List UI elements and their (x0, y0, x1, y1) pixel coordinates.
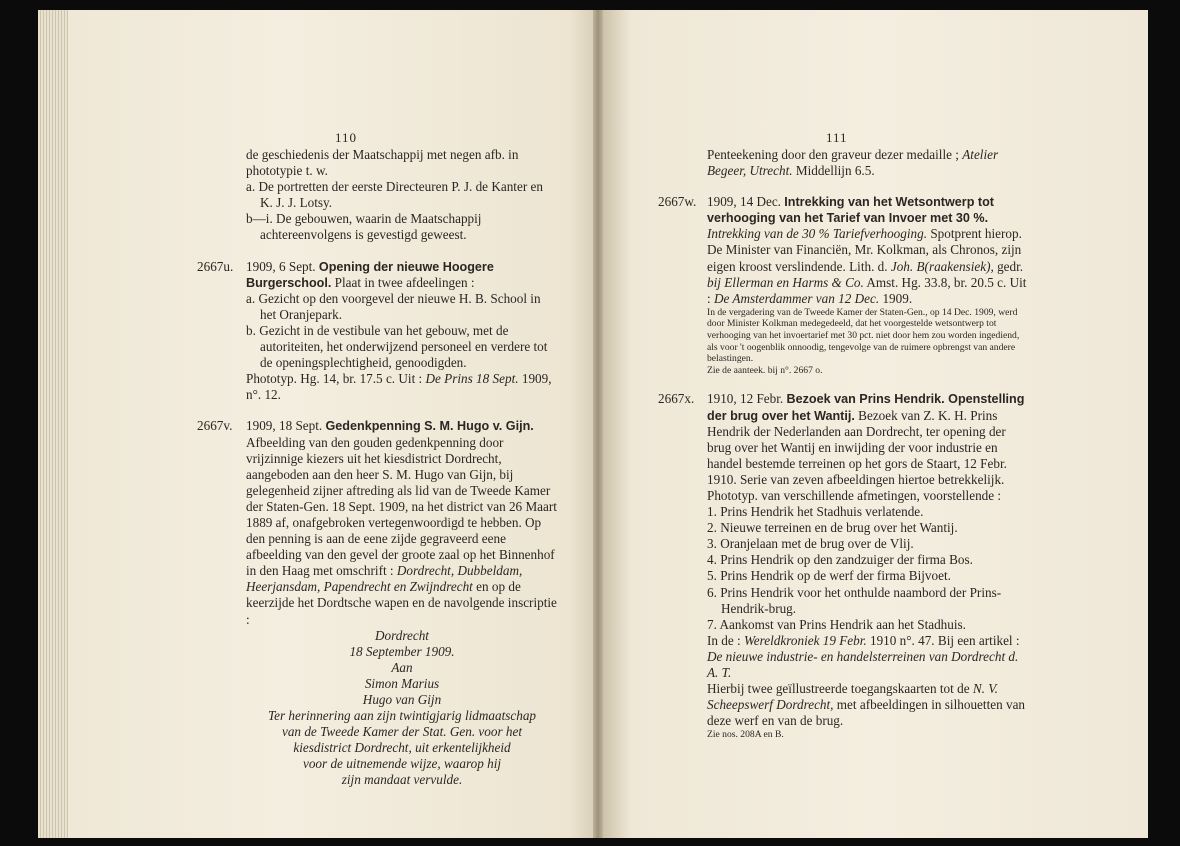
entry-source-italic: Wereldkroniek 19 Febr. (744, 632, 867, 648)
entry-number: 2667x. (658, 391, 695, 407)
entry-extra: Hierbij twee geïllustreerde toegangskaarten tot de (707, 681, 970, 697)
entry-source-title: De Prins 18 Sept. (425, 371, 519, 387)
entry-source: Phototyp. Hg. 14, br. 17.5 c. Uit : (246, 371, 423, 387)
entry-italic: Joh. B(raakensiek), (890, 258, 994, 274)
entry-item: b. Gezicht in de vestibule van het gebouw, met de autoriteiten, het onderwijzend personeel en verdere tot de openingsplechtigheid, genoodigden. (246, 322, 548, 371)
entry-body: Bezoek van Z. K. H. Prins Hendrik der Nederlanden aan Dordrecht, ter opening der brug over het Wantij en inwijding der voor industrie en handel bestemde terreinen op het gors de Staart, 12 Febr. 1910. Serie van zeven afbeeldingen hiertoe betrekkelijk. Phototyp. van verschillende afmetingen, voorstellende : (707, 407, 1007, 503)
entry-body: Amst. Hg. 33.8, br. 20.5 c. Uit : (707, 274, 1027, 306)
entry-2667v (197, 418, 558, 788)
entry-number: 2667v. (197, 418, 233, 434)
entry-italic: Intrekking van de 30 % Tariefverhooging. (707, 226, 928, 242)
entry-note: In de vergadering van de Tweede Kamer der Staten-Gen., op 14 Dec. 1909, werd door Minister Kolkman medegedeeld, dat het voorgestelde wetsontwerp tot verhooging van het invoertarief met 30 pct. niet door hem zou worden ingediend, als voor 't oogenblik onnoodig, tengevolge van de ruimere opbrengst van andere belastingen. (707, 306, 1020, 365)
right-page-number: 111 (826, 130, 848, 145)
entry-item: 7. Aankomst van Prins Hendrik aan het Stadhuis. (707, 616, 966, 632)
entry-item: 4. Prins Hendrik op den zandzuiger der firma Bos. (707, 552, 973, 568)
inscription-line: kiesdistrict Dordrecht, uit erkentelijkheid (293, 740, 511, 756)
entry-2667u (197, 258, 558, 404)
entry-note-ref: Zie nos. 208A en B. (707, 729, 784, 741)
entry-item: 5. Prins Hendrik op de werf der firma Bijvoet. (707, 568, 951, 584)
entry-body: en op de keerzijde het Dordtsche wapen en de navolgende inscriptie : (246, 579, 557, 627)
inscription-line: voor de uitnemende wijze, waarop hij (302, 756, 502, 772)
intro-item: a. De portretten der eerste Directeuren P. J. de Kanter en K. J. J. Lotsy. (246, 179, 543, 211)
page-edges (38, 10, 72, 838)
right-page-text (658, 147, 1029, 741)
entry-source-end: 1909, n°. 12. (246, 371, 552, 403)
entry-date: 1909, 14 Dec. (707, 194, 781, 210)
inscription-line: Dordrecht (375, 627, 429, 643)
entry-source-italic: De nieuwe industrie- en handelsterreinen van Dordrecht d. A. T. (707, 648, 1019, 680)
entry-body: Afbeelding van den gouden gedenkpenning door vrijzinnige kiezers uit het kiesdistrict Dordrecht, aangeboden aan den heer S. M. Hugo van Gijn, bij gelegenheid zijner aftreding als lid van de Tweede Kamer der Staten-Gen. 18 Sept. 1909, na het district van 26 Maart 1889 af, onafgebroken vertegenwoordigd te hebben. Op den penning is aan de eene zijde gegraveerd eene afbeelding van den gevel der groote zaal op het Binnenhof in den Haag met omschrift : (246, 434, 557, 579)
entry-body: 1909. (882, 290, 913, 306)
left-page-text (197, 147, 558, 789)
entry-date: 1910, 12 Febr. (707, 391, 784, 407)
top-text: Penteekening door den graveur dezer medaille ; (707, 147, 959, 162)
entry-title: Opening der nieuwe Hoogere Burgerschool. (246, 259, 494, 290)
entry-extra: met afbeeldingen in silhouetten van deze werf en van de brug. (707, 697, 1026, 729)
intro-item: b—i. De gebouwen, waarin de Maatschappij achtereenvolgens is gevestigd geweest. (246, 211, 482, 243)
inscription-line: Ter herinnering aan zijn twintigjarig lidmaatschap (267, 708, 537, 724)
entry-extra-italic: N. V. Scheepswerf Dordrecht, (707, 681, 998, 713)
entry-2667w (658, 194, 1029, 376)
inscription-line: van de Tweede Kamer der Stat. Gen. voor het (281, 724, 522, 740)
entry-number: 2667u. (197, 258, 234, 274)
entry-body-italic: Dordrecht, Dubbeldam, Heerjansdam, Papendrecht en Zwijndrecht (246, 563, 523, 595)
top-text-italic: Atelier Begeer, Utrecht. (707, 147, 999, 179)
entry-note-ref: Zie de aanteek. bij n°. 2667 o. (707, 364, 823, 376)
entry-italic: De Amsterdammer van 12 Dec. (713, 290, 880, 306)
left-page-number: 110 (335, 130, 358, 145)
entry-item: 2. Nieuwe terreinen en de brug over het Wantij. (707, 520, 958, 536)
entry-italic: bij Ellerman en Harms & Co. (707, 274, 864, 290)
inscription-line: zijn mandaat vervulde. (341, 772, 463, 788)
inscription-line: Simon Marius (364, 675, 440, 691)
entry-body: Spotprent hierop. De Minister van Financiën, Mr. Kolkman, als Chronos, zijn eigen kroost verslindende. Lith. d. (707, 226, 1022, 274)
entry-title: Bezoek van Prins Hendrik. Openstelling der brug over het Wantij. (707, 392, 1025, 423)
entry-item: 6. Prins Hendrik voor het onthulde naambord der Prins-Hendrik-brug. (707, 584, 1002, 616)
open-book (38, 10, 1148, 838)
entry-source: 1910 n°. 47. Bij een artikel : (869, 632, 1020, 648)
entry-source: In de : (707, 632, 741, 648)
entry-item: 3. Oranjelaan met de brug over de Vlij. (707, 536, 914, 552)
top-text-end: Middellijn 6.5. (795, 163, 875, 179)
entry-number: 2667w. (658, 194, 697, 210)
inscription-line: Aan (391, 659, 413, 675)
inscription-line: Hugo van Gijn (362, 692, 442, 707)
entry-title: Intrekking van het Wetsontwerp tot verhooging van het Tarief van Invoer met 30 %. (707, 195, 994, 226)
entry-item: a. Gezicht op den voorgevel der nieuwe H. B. School in het Oranjepark. (246, 290, 541, 322)
entry-item: 1. Prins Hendrik het Stadhuis verlatende. (707, 504, 924, 520)
entry-date: 1909, 18 Sept. (246, 418, 323, 434)
book-gutter (593, 10, 603, 838)
entry-body: gedr. (997, 258, 1024, 274)
entry-desc: Plaat in twee afdeelingen : (334, 274, 475, 290)
intro-text: de geschiedenis der Maatschappij met negen afb. in phototypie t. w. (246, 147, 519, 179)
entry-2667x (658, 391, 1029, 741)
inscription-line: 18 September 1909. (349, 643, 455, 659)
entry-title: Gedenkpenning S. M. Hugo v. Gijn. (325, 419, 534, 434)
entry-date: 1909, 6 Sept. (246, 258, 316, 274)
